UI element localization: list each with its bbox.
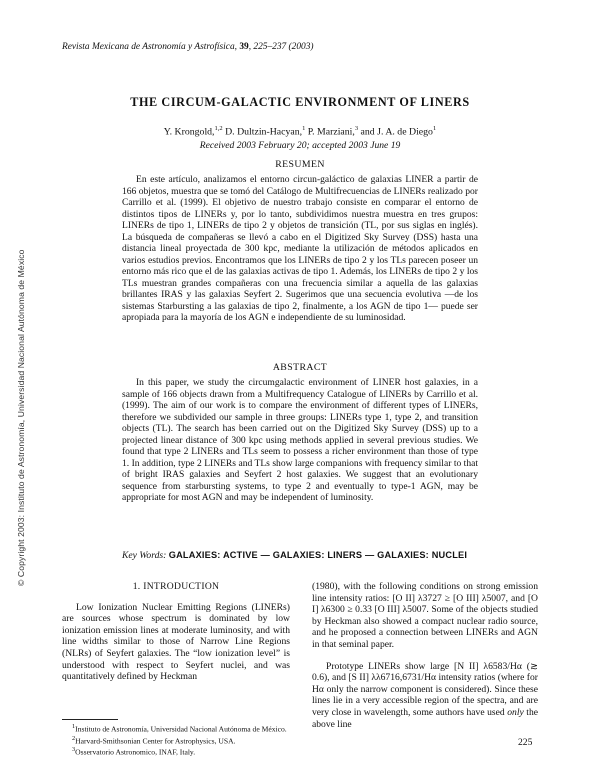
intro-paragraph-2 (312, 661, 538, 731)
paper-title: THE CIRCUM-GALACTIC ENVIRONMENT OF LINERS (130, 95, 470, 109)
page-number: 225 (518, 737, 533, 748)
resumen-heading: RESUMEN (275, 159, 325, 170)
keywords-text: GALAXIES: ACTIVE — GALAXIES: LINERS — GALAXIES: NUCLEI (168, 550, 468, 560)
keywords (122, 549, 478, 562)
author-name: P. Marziani, (305, 126, 355, 138)
running-head (62, 42, 314, 52)
right-column (312, 581, 538, 730)
abstract-heading: ABSTRACT (272, 362, 328, 373)
author-name: and J. A. de Diego (358, 126, 433, 138)
intro-paragraph-2-part-a: Prototype LINERs show large [N II] λ6583/Hα (≳ 0.6), and [S II] λλ6716,6731/Hα intensity ratios (where for Hα only the narrow component is considered). Since these lines lie in a very accessible region of the spectra, and are very close in wavelength, some authors have used (312, 660, 538, 718)
left-column (62, 581, 290, 683)
footnote (62, 734, 290, 746)
author-name: Y. Krongold, (163, 126, 215, 138)
intro-paragraph-2-emphasis: only (507, 706, 524, 718)
abstract-text: In this paper, we study the circumgalactic environment of LINER host galaxies, in a sample of 166 objects drawn from a Multifrequency Catalogue of LINERs by Carrillo et al. (1999). The aim of our work is to compare the environment of different types of LINERs, therefore we subdivided our sample in three groups: LINERs type 1, type 2, and transition objects (TL). The search has been carried out on the Digitized Sky Survey (DSS) up to a projected linear distance of 300 kpc using methods applied in several previous studies. We found that type 2 LINERs and TLs seem to possess a richer environment than those of type 1. In addition, type 2 LINERs and TLs show large companions with frequency similar to that of bright IRAS galaxies and Seyfert 2 host galaxies. We suggest that an evolutionary sequence from starbursting systems, to type 2 and eventually to type-1 AGN, may be appropriate for most AGN and may be independent of luminosity. (122, 377, 478, 503)
pages-year: , 225–237 (2003) (248, 42, 314, 52)
author-list (0, 125, 600, 137)
intro-paragraph: Low Ionization Nuclear Emitting Regions (LINERs) are sources whose spectrum is dominated by low ionization emission lines at moderate luminosity, and with line widths similar to those of Narrow Line Regions (NLRs) of Seyfert galaxies. The “low ionization level” is understood with respect to Seyfert nuclei, and was quantitatively defined by Heckman (62, 601, 290, 683)
footnote-text: Instituto de Astronomía, Universidad Nacional Autónoma de México. (75, 724, 287, 734)
footnote-number: 1 (72, 723, 76, 730)
author-affiliation: 1,2 (214, 125, 223, 132)
footnote-number: 2 (72, 734, 76, 742)
resumen-text: En este artículo, analizamos el entorno circun-galáctico de galaxias LINER a partir de 166 objetos, muestra que se tomó del Catálogo de Multifrecuencias de LINERs realizado por Carrillo et al. (1999). El objetivo de nuestro trabajo consiste en comparar el entorno de distintos tipos de LINERs y, por lo tanto, subdividimos nuestra muestra en tres grupos: LINERs de tipo 1, LINERs de tipo 2 y objetos de transición (TL, por sus siglas en inglés). La búsqueda de compañeras se llevó a cabo en el Digitized Sky Survey (DSS) hasta una distancia lineal proyectada de 300 kpc, mediante la utilización de métodos aplicados en varios estudios previos. Encontramos que los LINERs de tipo 2 y los TLs parecen poseer un entorno más rico que el de las galaxias activas de tipo 1. Además, los LINERs de tipo 2 y los TLs muestran grandes compañeras con una frecuencia similar a aquella de las galaxias brillantes IRAS y las galaxias Seyfert 2. Sugerimos que una secuencia evolutiva —de los sistemas Starbursting a las galaxias de tipo 2, finalmente, a los AGN de tipo 1— puede ser apropiada para la mayoría de los AGN e independiente de su luminosidad. (122, 174, 478, 323)
author-affiliation: 3 (354, 125, 359, 132)
intro-paragraph-continued: (1980), with the following conditions on strong emission line intensity ratios: [O II] λ3727 ≥ [O III] λ5007, and [O I] λ6300 ≥ 0.33 [O III] λ5007. Some of the objects studied by Heckman also showed a compact nuclear radio source, and he proposed a connection between LINERs and AGN in that seminal paper. (312, 581, 538, 650)
author-affiliation: 1 (302, 125, 306, 132)
section-heading-introduction: 1. INTRODUCTION (132, 581, 220, 592)
footnote (62, 745, 290, 757)
footnote-text: Osservatorio Astronomico, INAF, Italy. (75, 748, 196, 757)
author-affiliation: 1 (432, 125, 437, 132)
footnotes (62, 722, 290, 757)
keywords-label: Key Words: (122, 550, 167, 561)
footnote-divider (62, 719, 118, 720)
footnote-number: 3 (72, 746, 76, 754)
intro-paragraph-2-part-b: the above line (312, 706, 538, 730)
footnote (62, 722, 290, 734)
received-dates: Received 2003 February 20; accepted 2003 June 19 (199, 140, 401, 151)
footnote-text: Harvard-Smithsonian Center for Astrophysics, USA. (75, 736, 236, 746)
journal-name: Revista Mexicana de Astronomía y Astrofísica, (62, 42, 237, 52)
author-name: D. Dultzin-Hacyan, (222, 126, 303, 138)
volume-number: 39 (239, 42, 249, 52)
copyright-sidebar: © Copyright 2003: Instituto de Astronomía, Universidad Nacional Autónoma de México (16, 249, 26, 586)
